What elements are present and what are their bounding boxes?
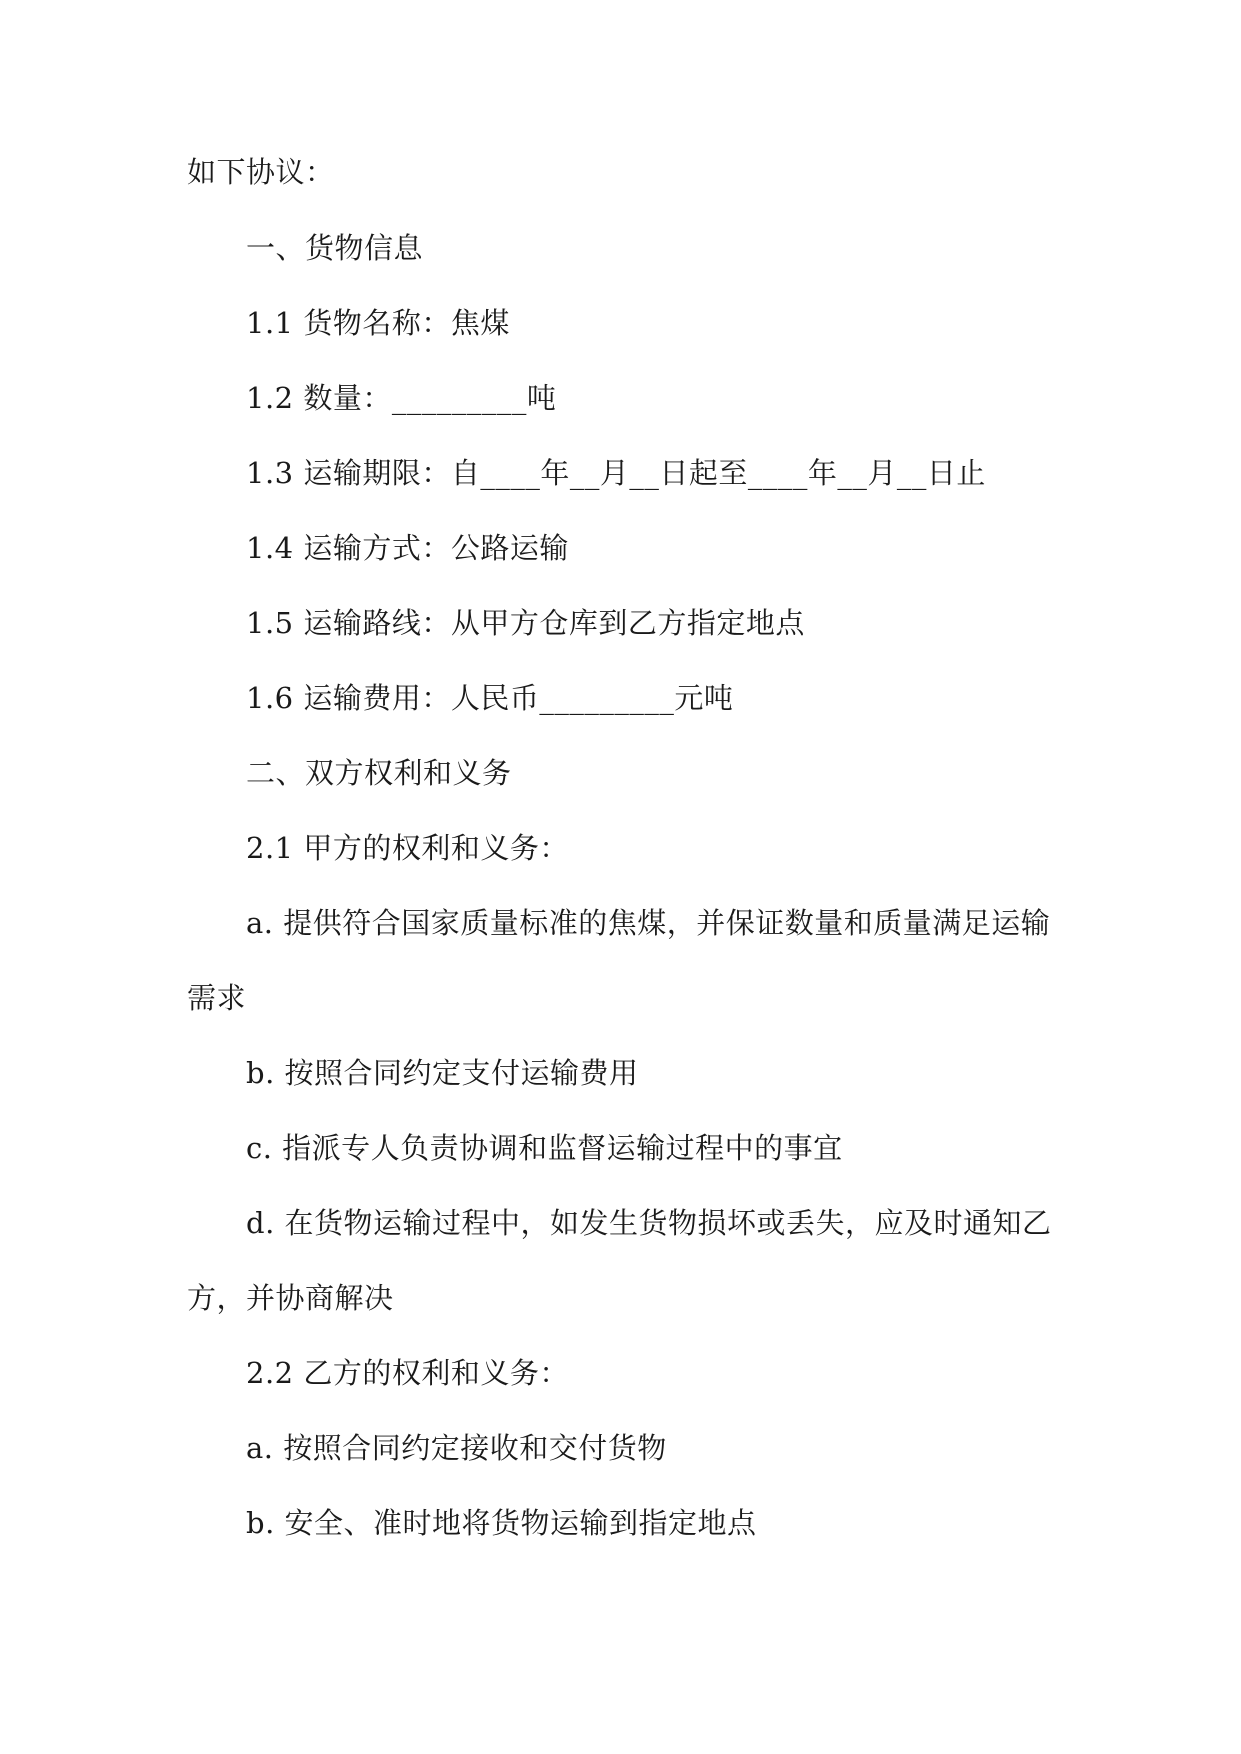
clause-1-4: 1.4 运输方式：公路运输 xyxy=(246,531,569,565)
clause-2-1-a: a. 提供符合国家质量标准的焦煤，并保证数量和质量满足运输 xyxy=(246,906,1051,940)
clause-2-2-b: b. 安全、准时地将货物运输到指定地点 xyxy=(246,1506,757,1540)
clause-1-3: 1.3 运输期限：自____年__月__日起至____年__月__日止 xyxy=(246,456,986,490)
section-heading-rights-obligations: 二、双方权利和义务 xyxy=(246,756,512,790)
clause-2-1-b: b. 按照合同约定支付运输费用 xyxy=(246,1056,639,1090)
clause-1-2: 1.2 数量：_________吨 xyxy=(246,381,557,415)
clause-1-1: 1.1 货物名称：焦煤 xyxy=(246,306,510,340)
clause-2-1-a-continued: 需求 xyxy=(187,981,247,1015)
clause-2-1: 2.1 甲方的权利和义务： xyxy=(246,831,569,865)
clause-2-1-c: c. 指派专人负责协调和监督运输过程中的事宜 xyxy=(246,1131,843,1165)
clause-1-6: 1.6 运输费用：人民币_________元吨 xyxy=(246,681,734,715)
clause-2-1-d: d. 在货物运输过程中，如发生货物损坏或丢失，应及时通知乙 xyxy=(246,1206,1052,1240)
clause-2-1-d-continued: 方，并协商解决 xyxy=(187,1281,394,1315)
intro-line: 如下协议： xyxy=(187,155,335,189)
section-heading-goods-info: 一、货物信息 xyxy=(246,231,424,265)
clause-2-2: 2.2 乙方的权利和义务： xyxy=(246,1356,569,1390)
clause-2-2-a: a. 按照合同约定接收和交付货物 xyxy=(246,1431,667,1465)
clause-1-5: 1.5 运输路线：从甲方仓库到乙方指定地点 xyxy=(246,606,805,640)
